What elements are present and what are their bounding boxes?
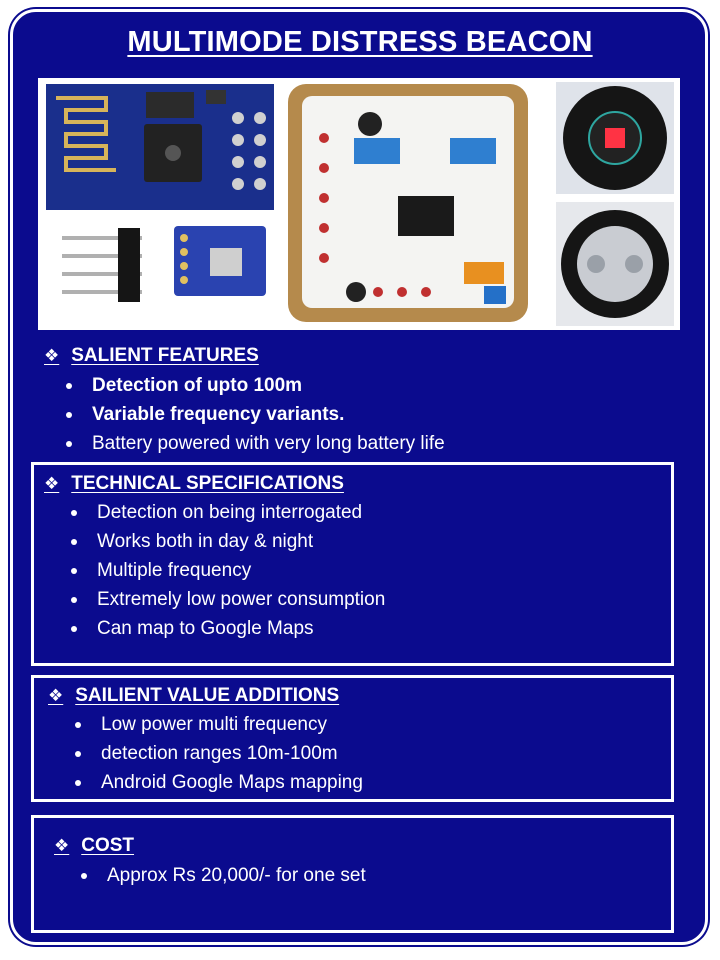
list-item: Low power multi frequency xyxy=(75,710,671,739)
bullet-dot-icon xyxy=(71,626,77,632)
product-photo-strip xyxy=(38,78,680,330)
list-item: Works both in day & night xyxy=(71,527,671,556)
bullet-dot-icon xyxy=(75,751,81,757)
bullet-dot-icon xyxy=(66,383,72,389)
diamond-bullet-icon: ❖ xyxy=(54,835,70,855)
list-item: detection ranges 10m-100m xyxy=(75,739,671,768)
sensor-breakout-board-photo xyxy=(174,226,266,296)
diamond-bullet-icon: ❖ xyxy=(44,346,60,365)
salient-features-heading xyxy=(44,343,684,369)
bullet-dot-icon xyxy=(66,441,72,447)
technical-specifications-title: TECHNICAL SPECIFICATIONS xyxy=(71,472,344,494)
esp8266-development-board-photo xyxy=(288,84,528,322)
coin-cell-holder-photo xyxy=(556,202,674,326)
bullet-dot-icon xyxy=(75,722,81,728)
value-additions-title: SAILIENT VALUE ADDITIONS xyxy=(75,684,340,706)
bullet-dot-icon xyxy=(66,412,72,418)
list-item: Multiple frequency xyxy=(71,556,671,585)
value-additions-box xyxy=(31,675,674,802)
salient-features-section xyxy=(44,343,684,458)
technical-specifications-heading xyxy=(44,470,671,497)
pin-header-photo xyxy=(62,228,142,302)
round-beacon-pcb-photo xyxy=(556,82,674,194)
list-item: Variable frequency variants. xyxy=(66,400,684,429)
esp8266-wifi-module-photo xyxy=(46,84,274,210)
bullet-dot-icon xyxy=(71,597,77,603)
bullet-dot-icon xyxy=(71,510,77,516)
page-title: MULTIMODE DISTRESS BEACON xyxy=(127,26,593,58)
list-item: Approx Rs 20,000/- for one set xyxy=(81,861,671,890)
list-item: Extremely low power consumption xyxy=(71,585,671,614)
cost-title: COST xyxy=(81,834,135,856)
salient-features-title: SALIENT FEATURES xyxy=(71,345,259,366)
cost-box xyxy=(31,815,674,933)
bullet-dot-icon xyxy=(81,873,87,879)
diamond-bullet-icon: ❖ xyxy=(44,473,60,493)
bullet-dot-icon xyxy=(71,539,77,545)
cost-heading xyxy=(54,832,671,859)
bullet-dot-icon xyxy=(71,568,77,574)
bullet-dot-icon xyxy=(75,780,81,786)
list-item: Detection on being interrogated xyxy=(71,498,671,527)
list-item: Android Google Maps mapping xyxy=(75,768,671,797)
diamond-bullet-icon: ❖ xyxy=(48,685,64,705)
list-item: Battery powered with very long battery life xyxy=(66,429,684,458)
value-additions-heading xyxy=(48,682,671,709)
technical-specifications-box xyxy=(31,462,674,666)
list-item: Can map to Google Maps xyxy=(71,614,671,643)
list-item: Detection of upto 100m xyxy=(66,371,684,400)
